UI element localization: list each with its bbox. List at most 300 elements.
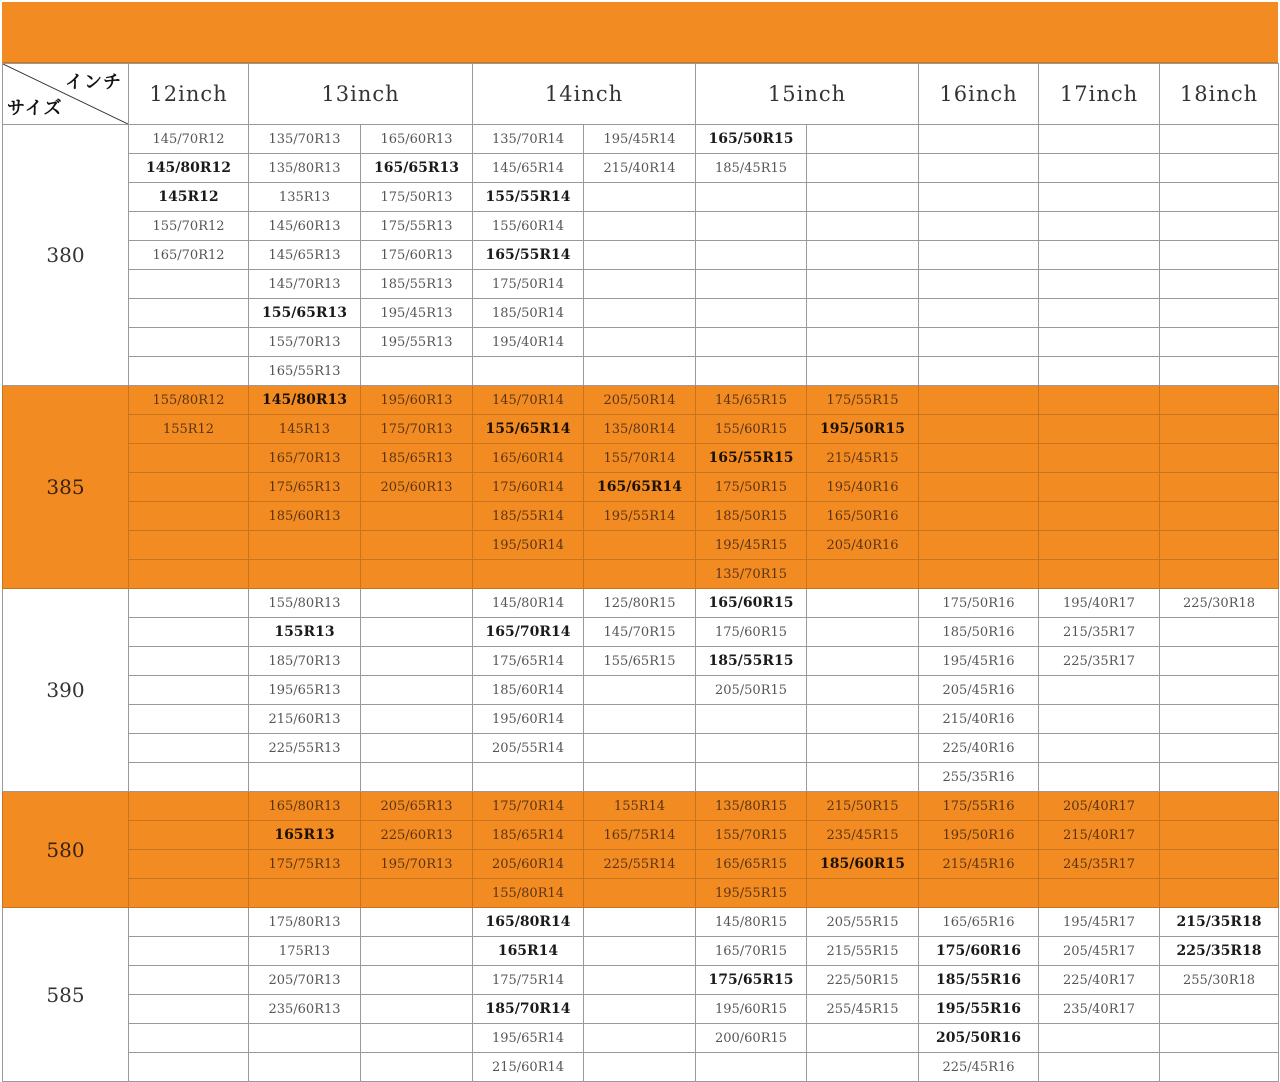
- table-row: [3, 618, 1279, 647]
- tire-size-cell: [1039, 415, 1160, 444]
- tire-size-cell: [1039, 473, 1160, 502]
- tire-size-cell: [1160, 1024, 1279, 1053]
- tire-size-cell: [807, 328, 919, 357]
- tire-size-cell: 225/35R18: [1160, 937, 1279, 966]
- tire-size-cell: 215/40R16: [919, 705, 1039, 734]
- tire-size-cell: [584, 937, 696, 966]
- tire-size-cell: 215/45R16: [919, 850, 1039, 879]
- tire-size-cell: [1039, 502, 1160, 531]
- tire-size-cell: 225/35R17: [1039, 647, 1160, 676]
- tire-size-cell: 165R13: [249, 821, 361, 850]
- tire-size-cell: [129, 589, 249, 618]
- tire-size-cell: 155R13: [249, 618, 361, 647]
- table-row: [3, 299, 1279, 328]
- tire-size-cell: 165/80R13: [249, 792, 361, 821]
- tire-size-cell: 205/65R13: [361, 792, 473, 821]
- tire-size-cell: [807, 589, 919, 618]
- tire-size-cell: 165/75R14: [584, 821, 696, 850]
- corner-label-inch: インチ: [65, 72, 122, 93]
- tire-size-cell: [919, 357, 1039, 386]
- tire-size-cell: 175/70R14: [473, 792, 584, 821]
- tire-size-cell: 165/70R14: [473, 618, 584, 647]
- tire-size-cell: 165/50R16: [807, 502, 919, 531]
- table-row: [3, 734, 1279, 763]
- tire-size-cell: 205/40R17: [1039, 792, 1160, 821]
- tire-size-cell: 195/45R14: [584, 125, 696, 154]
- tire-size-cell: [249, 1053, 361, 1082]
- size-cell: 580: [3, 792, 129, 908]
- tire-size-cell: [584, 705, 696, 734]
- tire-size-cell: 175/55R16: [919, 792, 1039, 821]
- tire-size-cell: [807, 125, 919, 154]
- tire-size-cell: [361, 531, 473, 560]
- tire-size-cell: [1160, 1053, 1279, 1082]
- tire-size-cell: [1160, 763, 1279, 792]
- tire-size-cell: [129, 821, 249, 850]
- tire-size-cell: [129, 705, 249, 734]
- tire-size-cell: 135/80R14: [584, 415, 696, 444]
- tire-size-cell: [584, 966, 696, 995]
- header-row: [3, 64, 1279, 125]
- tire-size-cell: [584, 676, 696, 705]
- tire-size-cell: 225/55R13: [249, 734, 361, 763]
- col-header-18inch: 18inch: [1160, 64, 1279, 125]
- corner-header: [3, 64, 129, 125]
- tire-size-cell: 205/60R13: [361, 473, 473, 502]
- size-cell: 390: [3, 589, 129, 792]
- tire-size-cell: [1160, 850, 1279, 879]
- tire-size-cell: 145/65R13: [249, 241, 361, 270]
- tire-size-cell: 185/55R14: [473, 502, 584, 531]
- tire-size-cell: [919, 444, 1039, 473]
- tire-size-cell: [584, 241, 696, 270]
- tire-size-cell: [473, 560, 584, 589]
- tire-size-cell: [1160, 154, 1279, 183]
- tire-size-cell: [1039, 212, 1160, 241]
- tire-size-cell: 215/45R15: [807, 444, 919, 473]
- tire-size-cell: 135/70R15: [696, 560, 807, 589]
- tire-size-cell: 165/65R16: [919, 908, 1039, 937]
- tire-size-cell: 255/45R15: [807, 995, 919, 1024]
- tire-size-cell: 165/55R15: [696, 444, 807, 473]
- tire-size-cell: [1160, 241, 1279, 270]
- table-row: [3, 966, 1279, 995]
- tire-size-cell: 195/55R15: [696, 879, 807, 908]
- tire-size-cell: 165/65R15: [696, 850, 807, 879]
- tire-size-cell: 185/55R15: [696, 647, 807, 676]
- tire-size-cell: [361, 502, 473, 531]
- tire-size-cell: [1039, 328, 1160, 357]
- tire-size-cell: 195/60R14: [473, 705, 584, 734]
- tire-size-cell: [361, 734, 473, 763]
- tire-size-cell: 195/40R17: [1039, 589, 1160, 618]
- tire-size-cell: 125/80R15: [584, 589, 696, 618]
- tire-size-cell: [1160, 995, 1279, 1024]
- tire-size-cell: [696, 183, 807, 212]
- tire-size-cell: 155/65R14: [473, 415, 584, 444]
- tire-size-cell: [919, 502, 1039, 531]
- tire-size-cell: [129, 560, 249, 589]
- tire-size-cell: 155R12: [129, 415, 249, 444]
- tire-size-cell: [1160, 618, 1279, 647]
- table-row: [3, 183, 1279, 212]
- tire-size-cell: [1160, 183, 1279, 212]
- tire-size-cell: [361, 589, 473, 618]
- tire-size-cell: [1039, 154, 1160, 183]
- table-row: [3, 995, 1279, 1024]
- table-row: [3, 763, 1279, 792]
- tire-size-cell: [361, 676, 473, 705]
- tire-size-cell: [807, 1024, 919, 1053]
- table-row: [3, 850, 1279, 879]
- tire-size-cell: 175/75R14: [473, 966, 584, 995]
- tire-size-cell: 205/45R16: [919, 676, 1039, 705]
- tire-size-cell: 165R14: [473, 937, 584, 966]
- tire-size-cell: [129, 1053, 249, 1082]
- tire-size-cell: [1160, 299, 1279, 328]
- tire-size-cell: [1039, 676, 1160, 705]
- tire-size-cell: [1039, 531, 1160, 560]
- tire-size-cell: [807, 183, 919, 212]
- tire-size-cell: 185/70R14: [473, 995, 584, 1024]
- tire-size-cell: 195/45R15: [696, 531, 807, 560]
- table-row: [3, 154, 1279, 183]
- tire-size-cell: 235/40R17: [1039, 995, 1160, 1024]
- tire-size-cell: 175/60R16: [919, 937, 1039, 966]
- tire-size-cell: [129, 1024, 249, 1053]
- table-row: [3, 879, 1279, 908]
- tire-size-cell: [807, 647, 919, 676]
- tire-size-cell: 155/80R14: [473, 879, 584, 908]
- tire-size-cell: [1160, 502, 1279, 531]
- tire-size-cell: 225/40R17: [1039, 966, 1160, 995]
- tire-size-cell: [807, 676, 919, 705]
- tire-size-cell: [696, 270, 807, 299]
- tire-size-cell: 165/60R14: [473, 444, 584, 473]
- size-cell: 380: [3, 125, 129, 386]
- tire-size-cell: 165/60R13: [361, 125, 473, 154]
- tire-size-cell: 145/65R14: [473, 154, 584, 183]
- tire-size-cell: [696, 241, 807, 270]
- tire-size-cell: [696, 299, 807, 328]
- table-row: [3, 1053, 1279, 1082]
- tire-size-cell: [919, 531, 1039, 560]
- tire-size-cell: 195/60R13: [361, 386, 473, 415]
- tire-size-cell: [584, 995, 696, 1024]
- tire-size-cell: 195/70R13: [361, 850, 473, 879]
- tire-size-cell: 205/55R14: [473, 734, 584, 763]
- tire-size-cell: 175R13: [249, 937, 361, 966]
- tire-size-cell: [919, 154, 1039, 183]
- tire-size-cell: [1160, 357, 1279, 386]
- tire-size-cell: 145/70R13: [249, 270, 361, 299]
- tire-size-cell: [1039, 299, 1160, 328]
- tire-size-cell: [361, 647, 473, 676]
- tire-size-cell: [249, 1024, 361, 1053]
- tire-size-cell: 225/60R13: [361, 821, 473, 850]
- tire-size-cell: [361, 357, 473, 386]
- tire-size-cell: [584, 531, 696, 560]
- tire-size-cell: 165/55R14: [473, 241, 584, 270]
- tire-size-cell: 155/65R13: [249, 299, 361, 328]
- table-row: [3, 676, 1279, 705]
- tire-size-cell: [361, 966, 473, 995]
- tire-size-cell: 195/55R16: [919, 995, 1039, 1024]
- tire-size-cell: [249, 560, 361, 589]
- tire-size-cell: [919, 473, 1039, 502]
- tire-size-cell: 145/65R15: [696, 386, 807, 415]
- col-header-16inch: 16inch: [919, 64, 1039, 125]
- tire-size-cell: [249, 763, 361, 792]
- tire-size-cell: 215/60R13: [249, 705, 361, 734]
- tire-size-cell: 195/60R15: [696, 995, 807, 1024]
- tire-size-cell: [807, 560, 919, 589]
- tire-size-cell: 175/80R13: [249, 908, 361, 937]
- tire-size-cell: [361, 879, 473, 908]
- tire-size-cell: 255/35R16: [919, 763, 1039, 792]
- tire-size-cell: 215/35R18: [1160, 908, 1279, 937]
- tire-size-cell: 175/50R16: [919, 589, 1039, 618]
- tire-size-cell: 145/80R14: [473, 589, 584, 618]
- tire-size-cell: 205/45R17: [1039, 937, 1160, 966]
- table-row: [3, 792, 1279, 821]
- tire-size-cell: 195/45R13: [361, 299, 473, 328]
- tire-size-cell: 205/55R15: [807, 908, 919, 937]
- tire-size-cell: 185/60R15: [807, 850, 919, 879]
- tire-size-cell: [129, 908, 249, 937]
- tire-size-cell: 155/70R13: [249, 328, 361, 357]
- tire-size-cell: [1039, 270, 1160, 299]
- tire-size-cell: [584, 763, 696, 792]
- col-header-17inch: 17inch: [1039, 64, 1160, 125]
- tire-size-cell: 155R14: [584, 792, 696, 821]
- tire-size-cell: [1160, 560, 1279, 589]
- tire-size-cell: 155/60R15: [696, 415, 807, 444]
- tire-size-cell: [1039, 183, 1160, 212]
- tire-size-cell: 195/50R14: [473, 531, 584, 560]
- tire-size-cell: 175/60R15: [696, 618, 807, 647]
- tire-size-cell: 165/60R15: [696, 589, 807, 618]
- tire-size-cell: 175/65R14: [473, 647, 584, 676]
- tire-size-cell: [361, 618, 473, 647]
- tire-size-cell: [807, 705, 919, 734]
- corner-label-size: サイズ: [7, 98, 63, 119]
- tire-size-cell: 145/70R15: [584, 618, 696, 647]
- tire-size-cell: [807, 763, 919, 792]
- tire-size-cell: 145/80R15: [696, 908, 807, 937]
- tire-size-cell: [129, 850, 249, 879]
- tire-size-cell: [129, 995, 249, 1024]
- tire-size-cell: 175/60R14: [473, 473, 584, 502]
- tire-size-cell: [1039, 1024, 1160, 1053]
- tire-size-cell: [1039, 357, 1160, 386]
- table-row: [3, 328, 1279, 357]
- tire-size-cell: [696, 705, 807, 734]
- tire-size-cell: 145/70R12: [129, 125, 249, 154]
- tire-size-cell: [129, 966, 249, 995]
- tire-size-cell: 195/65R13: [249, 676, 361, 705]
- tire-size-cell: [584, 1053, 696, 1082]
- tire-size-cell: [1160, 676, 1279, 705]
- tire-size-cell: [584, 328, 696, 357]
- tire-size-cell: 135/70R13: [249, 125, 361, 154]
- table-row: [3, 1024, 1279, 1053]
- tire-size-cell: 225/40R16: [919, 734, 1039, 763]
- tire-size-cell: [1160, 473, 1279, 502]
- tire-size-cell: [1039, 444, 1160, 473]
- table-row: [3, 212, 1279, 241]
- tire-size-cell: 245/35R17: [1039, 850, 1160, 879]
- tire-size-cell: [361, 937, 473, 966]
- tire-size-cell: [1160, 792, 1279, 821]
- tire-size-cell: [584, 1024, 696, 1053]
- tire-size-cell: 155/80R12: [129, 386, 249, 415]
- tire-size-cell: 205/50R14: [584, 386, 696, 415]
- tire-size-cell: 185/50R16: [919, 618, 1039, 647]
- tire-size-cell: 175/70R13: [361, 415, 473, 444]
- tire-size-cell: [696, 734, 807, 763]
- tire-size-cell: 215/60R14: [473, 1053, 584, 1082]
- tire-size-cell: [807, 618, 919, 647]
- tire-size-cell: 225/50R15: [807, 966, 919, 995]
- table-row: [3, 415, 1279, 444]
- tire-size-cell: 225/30R18: [1160, 589, 1279, 618]
- tire-size-cell: 175/55R13: [361, 212, 473, 241]
- tire-size-cell: [584, 560, 696, 589]
- tire-size-cell: [1039, 386, 1160, 415]
- tire-size-cell: 145R13: [249, 415, 361, 444]
- tire-size-cell: 175/60R13: [361, 241, 473, 270]
- tire-size-cell: 185/60R14: [473, 676, 584, 705]
- tire-size-cell: 155/70R12: [129, 212, 249, 241]
- tire-size-cell: [919, 270, 1039, 299]
- tire-size-cell: [919, 415, 1039, 444]
- tire-size-cell: [1160, 386, 1279, 415]
- tire-size-cell: [361, 1024, 473, 1053]
- tire-size-cell: 205/50R16: [919, 1024, 1039, 1053]
- table-row: [3, 531, 1279, 560]
- tire-size-cell: 195/40R14: [473, 328, 584, 357]
- tire-size-cell: [361, 705, 473, 734]
- tire-size-cell: 165/50R15: [696, 125, 807, 154]
- tire-size-cell: 185/65R14: [473, 821, 584, 850]
- tire-size-cell: 185/70R13: [249, 647, 361, 676]
- tire-size-cell: [807, 1053, 919, 1082]
- tire-size-cell: [1039, 560, 1160, 589]
- tire-size-cell: 145R12: [129, 183, 249, 212]
- tire-size-cell: [1160, 328, 1279, 357]
- tire-size-cell: [129, 734, 249, 763]
- tire-size-cell: 215/40R14: [584, 154, 696, 183]
- tire-size-cell: [584, 299, 696, 328]
- tire-size-cell: [807, 270, 919, 299]
- tire-size-cell: 185/50R14: [473, 299, 584, 328]
- tire-size-cell: [129, 299, 249, 328]
- tire-size-cell: [1160, 821, 1279, 850]
- table-row: [3, 444, 1279, 473]
- tire-size-cell: [1160, 270, 1279, 299]
- tire-size-cell: [129, 444, 249, 473]
- tire-size-cell: [807, 212, 919, 241]
- tire-size-cell: [807, 879, 919, 908]
- tire-size-cell: 155/70R14: [584, 444, 696, 473]
- tire-size-cell: [919, 879, 1039, 908]
- tire-size-cell: 225/55R14: [584, 850, 696, 879]
- tire-size-cell: 175/65R13: [249, 473, 361, 502]
- tire-size-cell: [249, 879, 361, 908]
- tire-size-cell: [1039, 125, 1160, 154]
- tire-size-cell: [919, 560, 1039, 589]
- tire-size-cell: 195/55R13: [361, 328, 473, 357]
- tire-size-cell: 145/80R13: [249, 386, 361, 415]
- tire-size-cell: [807, 241, 919, 270]
- table-row: [3, 241, 1279, 270]
- tire-size-cell: 135R13: [249, 183, 361, 212]
- tire-size-cell: [919, 212, 1039, 241]
- tire-size-cell: [1160, 647, 1279, 676]
- tire-size-cell: [1160, 531, 1279, 560]
- table-row: [3, 357, 1279, 386]
- tire-size-cell: 195/65R14: [473, 1024, 584, 1053]
- tire-size-cell: 155/55R14: [473, 183, 584, 212]
- tire-size-cell: [1160, 212, 1279, 241]
- col-header-13inch: 13inch: [249, 64, 473, 125]
- tire-size-cell: 185/55R13: [361, 270, 473, 299]
- tire-size-cell: [129, 937, 249, 966]
- tire-size-cell: 235/45R15: [807, 821, 919, 850]
- table-row: [3, 560, 1279, 589]
- tire-size-cell: [584, 270, 696, 299]
- tire-size-cell: [129, 270, 249, 299]
- tire-size-cell: [1160, 879, 1279, 908]
- tire-size-cell: [249, 531, 361, 560]
- tire-size-cell: 135/70R14: [473, 125, 584, 154]
- tire-size-cell: 165/65R13: [361, 154, 473, 183]
- tire-size-cell: [361, 560, 473, 589]
- tire-size-cell: [919, 386, 1039, 415]
- header-banner: [2, 2, 1278, 63]
- tire-size-cell: 145/70R14: [473, 386, 584, 415]
- tire-size-cell: [473, 763, 584, 792]
- tire-size-cell: 155/70R15: [696, 821, 807, 850]
- tire-size-cell: 235/60R13: [249, 995, 361, 1024]
- tire-size-cell: 215/40R17: [1039, 821, 1160, 850]
- table-row: [3, 473, 1279, 502]
- tire-size-cell: 195/45R17: [1039, 908, 1160, 937]
- tire-size-cell: [361, 763, 473, 792]
- tire-size-cell: [919, 328, 1039, 357]
- tire-size-cell: [361, 908, 473, 937]
- tire-size-cell: [807, 357, 919, 386]
- tire-size-cell: [129, 763, 249, 792]
- tire-size-cell: 195/45R16: [919, 647, 1039, 676]
- col-header-12inch: 12inch: [129, 64, 249, 125]
- tire-size-cell: [919, 183, 1039, 212]
- tire-size-cell: [129, 502, 249, 531]
- tire-size-cell: 155/80R13: [249, 589, 361, 618]
- tire-size-cell: 185/60R13: [249, 502, 361, 531]
- tire-size-cell: 135/80R15: [696, 792, 807, 821]
- table-row: [3, 705, 1279, 734]
- tire-size-cell: [361, 995, 473, 1024]
- table-row: [3, 502, 1279, 531]
- tire-size-cell: [696, 212, 807, 241]
- tire-size-cell: [1039, 1053, 1160, 1082]
- tire-size-cell: [807, 299, 919, 328]
- table-row: [3, 908, 1279, 937]
- size-cell: 585: [3, 908, 129, 1082]
- tire-size-cell: [361, 1053, 473, 1082]
